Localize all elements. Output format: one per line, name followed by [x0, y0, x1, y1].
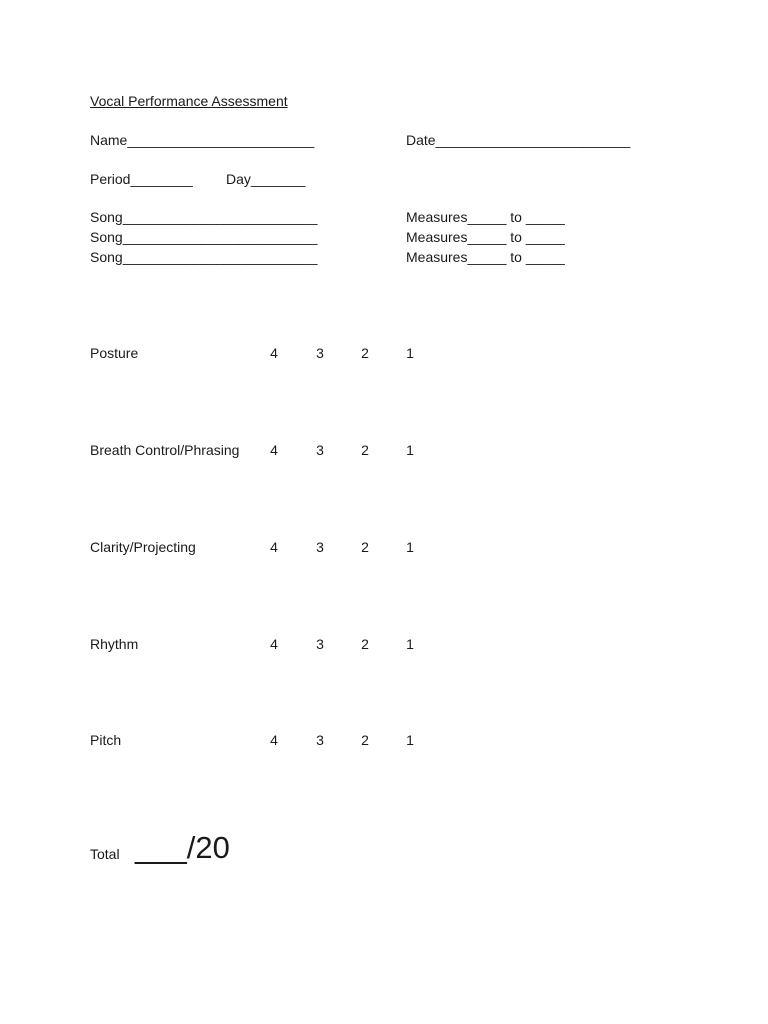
criterion-clarity: Clarity/Projecting — [90, 539, 196, 555]
criterion-rhythm: Rhythm — [90, 636, 139, 652]
total-label: Total — [90, 846, 120, 862]
measures-field: Measures_____ to _____ — [406, 249, 565, 265]
form-title: Vocal Performance Assessment — [90, 93, 288, 109]
score-2: 2 — [361, 636, 369, 652]
score-1: 1 — [406, 442, 414, 458]
name-field: Name________________________ — [90, 132, 315, 148]
score-2: 2 — [361, 442, 369, 458]
song-field: Song_________________________ — [90, 229, 318, 245]
song-field: Song_________________________ — [90, 249, 318, 265]
criterion-pitch: Pitch — [90, 732, 122, 748]
measures-field: Measures_____ to _____ — [406, 229, 565, 245]
score-2: 2 — [361, 539, 369, 555]
score-4: 4 — [270, 345, 278, 361]
score-3: 3 — [316, 539, 324, 555]
score-1: 1 — [406, 636, 414, 652]
score-4: 4 — [270, 636, 278, 652]
song-field: Song_________________________ — [90, 209, 318, 225]
date-field: Date_________________________ — [406, 132, 631, 148]
total-score: ___/20 — [135, 830, 230, 865]
score-4: 4 — [270, 539, 278, 555]
criterion-posture: Posture — [90, 345, 139, 361]
period-field: Period________ — [90, 171, 193, 187]
criterion-breath-control: Breath Control/Phrasing — [90, 442, 240, 458]
score-1: 1 — [406, 732, 414, 748]
score-3: 3 — [316, 442, 324, 458]
score-3: 3 — [316, 732, 324, 748]
score-3: 3 — [316, 345, 324, 361]
score-1: 1 — [406, 539, 414, 555]
score-4: 4 — [270, 442, 278, 458]
score-1: 1 — [406, 345, 414, 361]
score-2: 2 — [361, 345, 369, 361]
measures-field: Measures_____ to _____ — [406, 209, 565, 225]
score-2: 2 — [361, 732, 369, 748]
day-field: Day_______ — [226, 171, 306, 187]
score-3: 3 — [316, 636, 324, 652]
score-4: 4 — [270, 732, 278, 748]
